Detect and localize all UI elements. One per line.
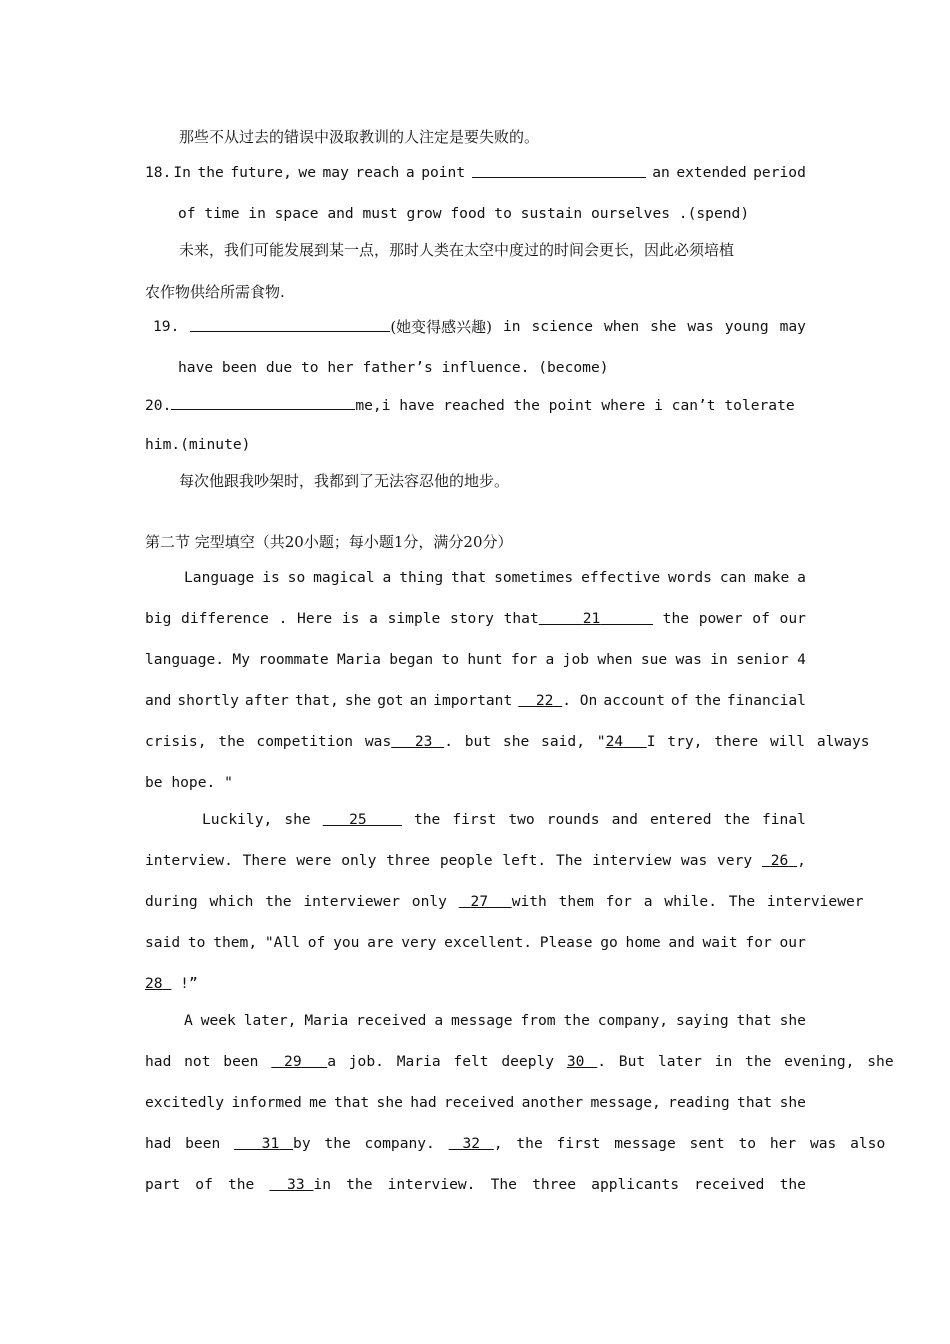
word: the [694, 692, 721, 709]
word: sue [640, 651, 668, 668]
cloze-number: 25 [349, 811, 367, 828]
word: In [173, 164, 191, 181]
word: roommate [258, 651, 329, 668]
word: is [262, 569, 280, 586]
word: hunt [467, 651, 503, 668]
question-19-line-1 [153, 316, 806, 338]
word: of [307, 934, 326, 951]
word: account [603, 692, 665, 709]
question-20-line-1 [145, 394, 795, 417]
word: important [433, 692, 513, 709]
segment: , the first message sent to her was also [493, 1135, 886, 1152]
word: magical [313, 569, 375, 586]
word: period [753, 164, 806, 181]
word: are [367, 934, 394, 951]
word: three [386, 852, 431, 869]
segment: . But later in the evening, she [597, 1053, 894, 1070]
passage-line-8 [145, 850, 806, 872]
word: of [195, 1176, 213, 1193]
cloze-blank-32[interactable] [449, 1135, 494, 1152]
word: Maria [304, 1012, 349, 1029]
word: make [754, 569, 790, 586]
cloze-number: 24 [605, 733, 624, 750]
passage-line-5 [145, 731, 870, 753]
word: from [520, 1012, 556, 1029]
word: simple [387, 610, 441, 627]
passage-line-6: be hope. " [145, 774, 233, 791]
cloze-number: 22 [535, 692, 554, 709]
word: shortly [177, 692, 239, 709]
cloze-number: 30 [566, 1053, 585, 1070]
word: interview [592, 852, 672, 869]
cloze-blank-23[interactable] [391, 733, 444, 750]
word: Please [539, 934, 593, 951]
word: young [724, 318, 769, 335]
word: interview. [387, 1176, 476, 1193]
word: My [232, 651, 250, 668]
passage-line-14 [145, 1092, 806, 1114]
word: an [409, 692, 428, 709]
word: three [532, 1176, 577, 1193]
passage-line-12 [184, 1010, 806, 1032]
blank-group [518, 690, 597, 712]
word: a [797, 569, 806, 586]
segment: that [503, 610, 539, 627]
segment: with them for a while. The interviewer [511, 893, 864, 910]
word: was [675, 651, 702, 668]
word: may [779, 318, 806, 335]
word: reach [355, 164, 400, 181]
cloze-number: 29 [284, 1053, 302, 1070]
word: Luckily, [202, 811, 273, 828]
word: later, [243, 1012, 297, 1029]
word: a [434, 1012, 444, 1029]
segment: by the company. [293, 1135, 435, 1152]
word: rounds [546, 811, 600, 828]
passage-line-7 [202, 809, 806, 831]
word: in [313, 1176, 331, 1193]
q20-number: 20. [145, 397, 172, 414]
word: senior [736, 651, 789, 668]
word: she [779, 1012, 806, 1029]
segment: !” [180, 975, 198, 992]
word: of [670, 692, 689, 709]
question-18-line-2: of time in space and must grow food to sustain ourselves .(spend) [178, 205, 750, 222]
word: after [244, 692, 289, 709]
answer-blank-20[interactable] [171, 394, 355, 410]
segment: . but she said, " [444, 733, 606, 750]
word: 4 [797, 651, 806, 668]
word: and [668, 934, 695, 951]
word: that, [294, 692, 339, 709]
word: to [441, 651, 460, 668]
word: our [779, 610, 806, 627]
word: wait [702, 934, 738, 951]
blank-group [762, 850, 806, 872]
word: left. [502, 852, 547, 869]
word: reading [668, 1094, 730, 1111]
word: and [145, 692, 172, 709]
word: the [197, 164, 224, 181]
segment: had been [145, 1135, 221, 1152]
q20-text: me,i have reached the point where i can’t tolerate [355, 397, 795, 414]
cloze-blank-28[interactable] [145, 975, 171, 992]
word: she [376, 1094, 403, 1111]
word: received [356, 1012, 427, 1029]
word: so [287, 569, 306, 586]
question-18-line-1 [145, 162, 806, 184]
passage-line-10 [145, 932, 806, 954]
q19-hint: (她变得感兴趣) [390, 318, 493, 336]
word: in [710, 651, 728, 668]
word: company, [597, 1012, 669, 1029]
word: the [346, 1176, 373, 1193]
answer-blank-19-group [190, 316, 492, 338]
word: entered [649, 811, 712, 828]
word: the [779, 1176, 806, 1193]
segment: during which the interviewer only [145, 893, 447, 910]
word: another [521, 1094, 584, 1111]
word: week [200, 1012, 236, 1029]
passage-line-13 [145, 1051, 894, 1073]
word: we [298, 164, 316, 181]
cloze-blank-33[interactable] [269, 1176, 313, 1193]
translation-17: 那些不从过去的错误中汲取教训的人注定是要失败的。 [179, 128, 540, 146]
word: first [452, 811, 497, 828]
word: for [745, 934, 772, 951]
word: message [451, 1012, 513, 1029]
word: part [145, 1176, 181, 1193]
word: "All [264, 934, 301, 951]
word: Language [184, 569, 255, 586]
cloze-number: 32 [462, 1135, 481, 1152]
word: interview. [145, 852, 233, 869]
word: very [401, 934, 437, 951]
word: applicants [591, 1176, 680, 1193]
cloze-number: 31 [261, 1135, 280, 1152]
word: an [652, 164, 670, 181]
word: final [761, 811, 806, 828]
word: she [650, 318, 677, 335]
word: the [662, 610, 690, 627]
passage-line-1 [184, 567, 806, 589]
cloze-blank-31[interactable] [234, 1135, 293, 1152]
word: Here [297, 610, 333, 627]
segment: . On [562, 692, 598, 709]
word: she [284, 811, 311, 828]
passage-line-3 [145, 649, 806, 671]
word: very [717, 852, 753, 869]
word: a [369, 610, 378, 627]
translation-18-line-1: 未来，我们可能发展到某一点，那时人类在太空中度过的时间会更长，因此必须培植 [179, 241, 735, 259]
word: . [278, 610, 288, 627]
word: future, [230, 164, 292, 181]
word: the [723, 811, 750, 828]
q19-number: 19. [153, 318, 180, 335]
word: you [333, 934, 360, 951]
cloze-blank-21[interactable] [539, 610, 653, 627]
word: story [449, 610, 494, 627]
word: was [680, 852, 708, 869]
word: had [410, 1094, 437, 1111]
word: go [600, 934, 618, 951]
section-heading: 第二节 完型填空（共20小题；每小题1分，满分20分） [145, 533, 513, 551]
word: The [490, 1176, 517, 1193]
word: excellent. [444, 934, 533, 951]
translation-18-line-2: 农作物供给所需食物. [145, 283, 285, 301]
word: a [405, 164, 415, 181]
word: excitedly [145, 1094, 225, 1111]
q18-number: 18. [145, 164, 172, 181]
word: in [502, 318, 521, 335]
word: people [439, 852, 493, 869]
word: were [296, 852, 332, 869]
word: got [377, 692, 404, 709]
cloze-number: 26 [770, 852, 789, 869]
word: job [562, 651, 590, 668]
segment: , [797, 852, 806, 869]
word: our [779, 934, 806, 951]
word: financial [726, 692, 806, 709]
cloze-blank-22[interactable] [518, 692, 562, 709]
word: can [719, 569, 747, 586]
passage-line-2 [145, 608, 806, 630]
word: for [510, 651, 538, 668]
word: of [752, 610, 770, 627]
word: The [555, 852, 583, 869]
cloze-number: 33 [287, 1176, 305, 1193]
word: only [341, 852, 377, 869]
word: words [668, 569, 712, 586]
word: a [545, 651, 555, 668]
word: received [694, 1176, 765, 1193]
word: that [737, 1094, 773, 1111]
word: she [779, 1094, 806, 1111]
word: began [389, 651, 434, 668]
word: received [443, 1094, 515, 1111]
word: home [625, 934, 661, 951]
word: extended [676, 164, 747, 181]
word: informed [231, 1094, 302, 1111]
passage-line-9 [145, 891, 864, 913]
word: language. [145, 651, 225, 668]
cloze-blank-27[interactable] [459, 893, 512, 910]
word: point [421, 164, 466, 181]
word: she [344, 692, 372, 709]
word: when [597, 651, 633, 668]
word: when [603, 318, 640, 335]
segment: a job. Maria felt deeply [327, 1053, 555, 1070]
cloze-blank-25[interactable] [323, 809, 402, 831]
blank-group [269, 1174, 331, 1196]
passage-line-15 [145, 1133, 885, 1155]
segment: I try, there will always [646, 733, 870, 750]
passage-line-4 [145, 690, 806, 712]
word: saying [675, 1012, 729, 1029]
word: is [341, 610, 360, 627]
translation-20: 每次他跟我吵架时，我都到了无法容忍他的地步。 [179, 472, 510, 490]
word: the [413, 811, 441, 828]
word: effective [581, 569, 661, 586]
cloze-blank-29[interactable] [271, 1053, 327, 1070]
cloze-number: 27 [470, 893, 489, 910]
word: said [145, 934, 181, 951]
cloze-number: 23 [414, 733, 433, 750]
word: and [611, 811, 638, 828]
segment: had not been [145, 1053, 259, 1070]
word: the [563, 1012, 590, 1029]
answer-blank-19[interactable] [190, 316, 390, 332]
word: Maria [336, 651, 381, 668]
cloze-number: 28 [145, 975, 163, 992]
passage-line-11 [145, 973, 198, 995]
word: a [382, 569, 392, 586]
word: two [508, 811, 535, 828]
word: them, [213, 934, 258, 951]
segment: crisis, the competition was [145, 733, 392, 750]
word: may [322, 164, 349, 181]
question-20-line-2: him.(minute) [145, 436, 251, 453]
question-number [145, 162, 191, 184]
word: me [309, 1094, 327, 1111]
cloze-blank-26[interactable] [762, 852, 797, 869]
word: difference [181, 610, 269, 627]
word: power [698, 610, 743, 627]
word: was [687, 318, 714, 335]
answer-blank-18[interactable] [472, 162, 646, 178]
blank-group [504, 608, 653, 630]
word: the [227, 1176, 255, 1193]
word: A [184, 1012, 193, 1029]
word: sometimes [494, 569, 574, 586]
cloze-number: 21 [582, 610, 601, 627]
word: to [187, 934, 206, 951]
word: that [334, 1094, 370, 1111]
cloze-blank-30[interactable] [567, 1053, 597, 1070]
cloze-blank-24[interactable] [606, 733, 647, 750]
passage-line-16 [145, 1174, 806, 1196]
word: that [736, 1012, 772, 1029]
word: science [531, 318, 594, 335]
word: There [242, 852, 287, 869]
word: that [451, 569, 487, 586]
question-19-line-2: have been due to her father’s influence. (become) [178, 359, 609, 376]
word: big [145, 610, 172, 627]
word: message, [590, 1094, 661, 1111]
word: thing [399, 569, 444, 586]
